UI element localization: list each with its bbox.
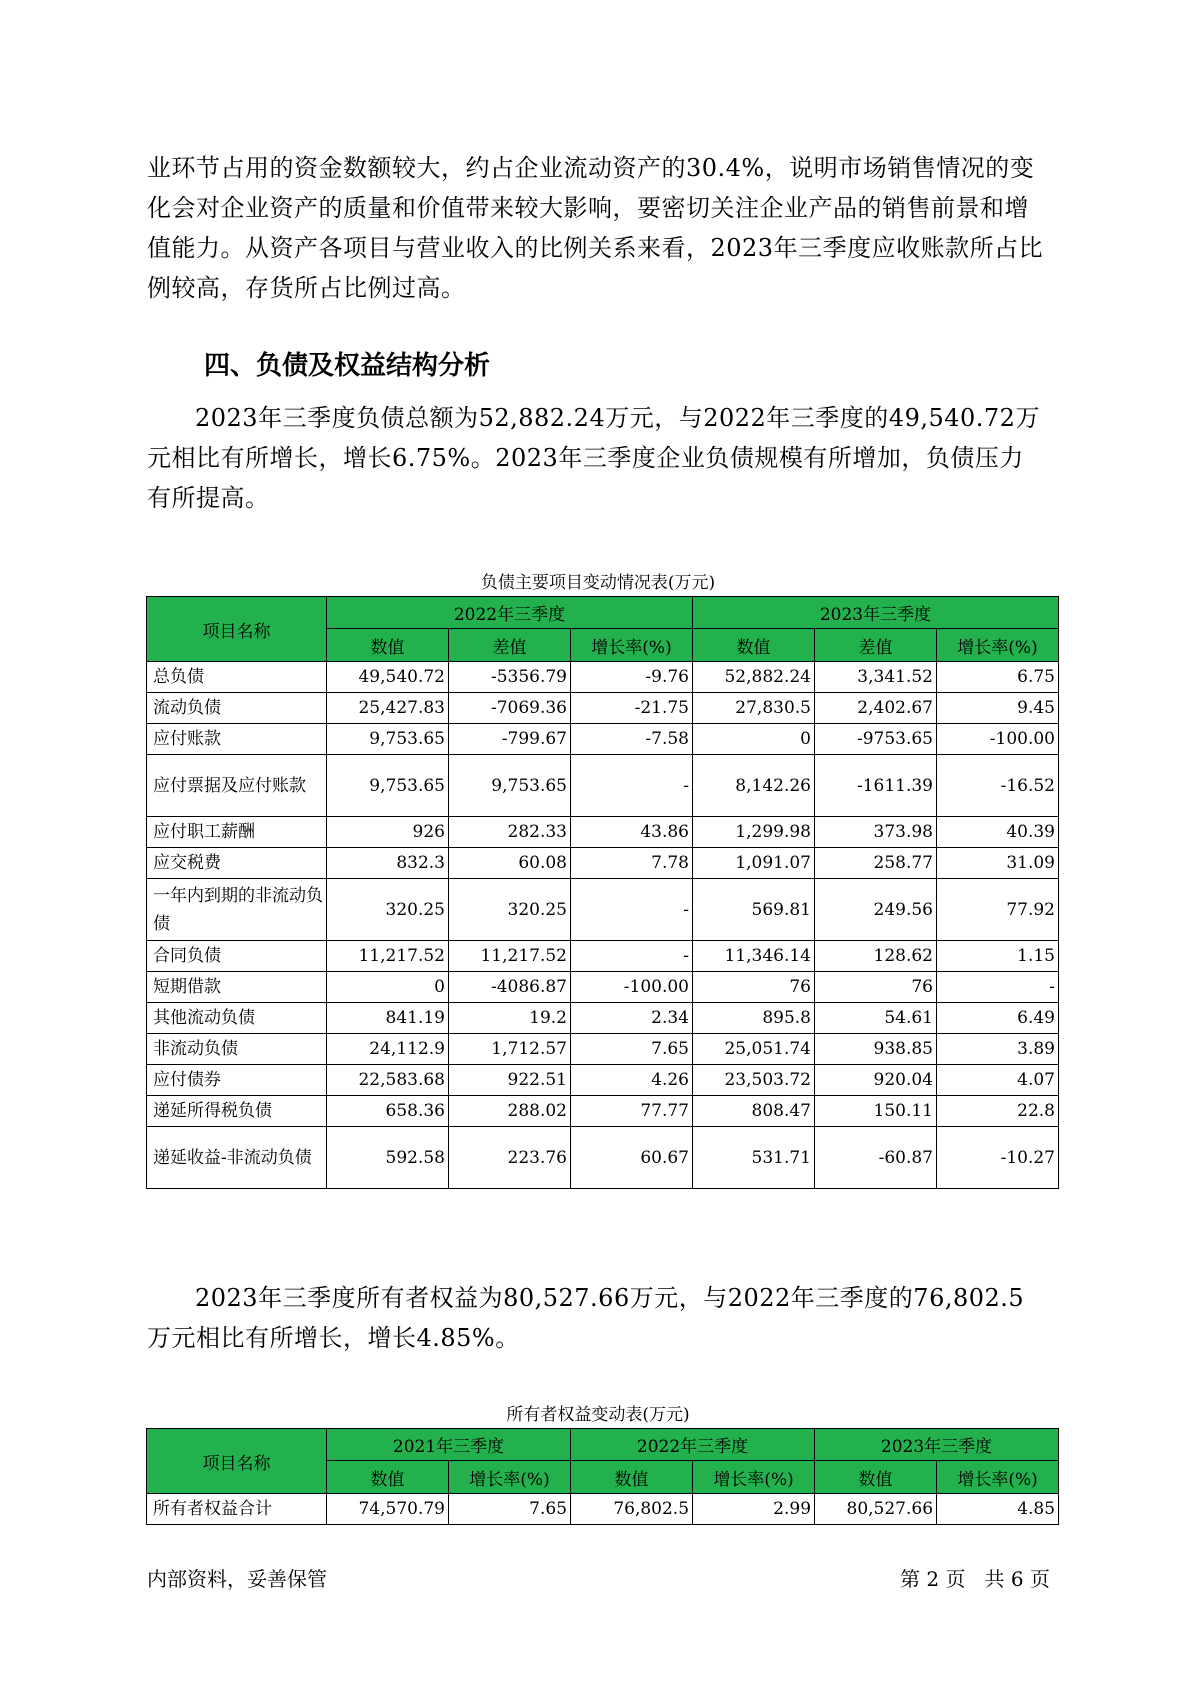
row-label: 应付票据及应付账款: [147, 755, 327, 817]
table-cell: 9,753.65: [327, 755, 449, 817]
equity-table-caption: 所有者权益变动表(万元): [506, 1405, 690, 1425]
table-cell: 11,217.52: [449, 941, 571, 972]
table-cell: -: [937, 972, 1059, 1003]
table-cell: 49,540.72: [327, 662, 449, 693]
table-row: [147, 755, 1059, 817]
table-cell: -7069.36: [449, 693, 571, 724]
subheader-value: 数值: [815, 1461, 937, 1494]
table-cell: 77.77: [571, 1096, 693, 1127]
row-label: 应付债券: [147, 1065, 327, 1096]
table-cell: -9.76: [571, 662, 693, 693]
table-cell: -: [571, 755, 693, 817]
liability-table-caption: 负债主要项目变动情况表(万元): [480, 573, 716, 593]
table-row: [147, 941, 1059, 972]
table-cell: 25,051.74: [693, 1034, 815, 1065]
header-period-2021: 2021年三季度: [327, 1429, 571, 1461]
table-cell: 658.36: [327, 1096, 449, 1127]
table-cell: -: [571, 879, 693, 941]
table-cell: 76: [693, 972, 815, 1003]
table-row: [147, 1003, 1059, 1034]
row-label: 流动负债: [147, 693, 327, 724]
row-label: 所有者权益合计: [147, 1494, 327, 1525]
table-cell: 52,882.24: [693, 662, 815, 693]
table-cell: 9,753.65: [327, 724, 449, 755]
table-cell: 60.67: [571, 1127, 693, 1189]
table-cell: 938.85: [815, 1034, 937, 1065]
table-cell: 22.8: [937, 1096, 1059, 1127]
table-row: [147, 724, 1059, 755]
table-cell: 80,527.66: [815, 1494, 937, 1525]
table-cell: 76: [815, 972, 937, 1003]
table-cell: 19.2: [449, 1003, 571, 1034]
paragraph-equity-summary: 2023年三季度所有者权益为80,527.66万元，与2022年三季度的76,802.5万元相比有所增长，增长4.85%。: [147, 1284, 1025, 1352]
table-cell: 922.51: [449, 1065, 571, 1096]
table-cell: 2.99: [693, 1494, 815, 1525]
table-cell: 9,753.65: [449, 755, 571, 817]
header-period-2023: 2023年三季度: [815, 1429, 1059, 1461]
table-cell: -7.58: [571, 724, 693, 755]
table-cell: 1,091.07: [693, 848, 815, 879]
table-cell: 841.19: [327, 1003, 449, 1034]
row-label: 应付职工薪酬: [147, 817, 327, 848]
table-cell: -100.00: [571, 972, 693, 1003]
table-cell: 258.77: [815, 848, 937, 879]
header-item-name: 项目名称: [147, 597, 327, 662]
table-cell: 150.11: [815, 1096, 937, 1127]
table-row: [147, 1065, 1059, 1096]
table-cell: 531.71: [693, 1127, 815, 1189]
subheader-growth: 增长率(%): [937, 1461, 1059, 1494]
table-row: [147, 817, 1059, 848]
subheader-value: 数值: [693, 629, 815, 662]
table-cell: -1611.39: [815, 755, 937, 817]
table-cell: -: [571, 941, 693, 972]
subheader-value: 数值: [327, 629, 449, 662]
table-cell: -799.67: [449, 724, 571, 755]
table-row: [147, 1034, 1059, 1065]
table-cell: 832.3: [327, 848, 449, 879]
table-cell: 43.86: [571, 817, 693, 848]
table-cell: 27,830.5: [693, 693, 815, 724]
header-period-2023: 2023年三季度: [693, 597, 1059, 629]
table-cell: -10.27: [937, 1127, 1059, 1189]
table-cell: 11,217.52: [327, 941, 449, 972]
row-label: 其他流动负债: [147, 1003, 327, 1034]
row-label: 合同负债: [147, 941, 327, 972]
row-label: 递延所得税负债: [147, 1096, 327, 1127]
table-cell: 3.89: [937, 1034, 1059, 1065]
header-period-2022: 2022年三季度: [571, 1429, 815, 1461]
table-cell: 22,583.68: [327, 1065, 449, 1096]
table-cell: 223.76: [449, 1127, 571, 1189]
row-label: 应交税费: [147, 848, 327, 879]
table-cell: 249.56: [815, 879, 937, 941]
table-row: [147, 662, 1059, 693]
table-cell: -100.00: [937, 724, 1059, 755]
row-label: 应付账款: [147, 724, 327, 755]
table-row: [147, 1494, 1059, 1525]
table-row: [147, 693, 1059, 724]
subheader-value: 数值: [571, 1461, 693, 1494]
table-cell: 23,503.72: [693, 1065, 815, 1096]
table-cell: 2,402.67: [815, 693, 937, 724]
table-cell: 7.65: [449, 1494, 571, 1525]
subheader-growth: 增长率(%): [571, 629, 693, 662]
table-cell: -16.52: [937, 755, 1059, 817]
table-cell: 4.26: [571, 1065, 693, 1096]
table-cell: 288.02: [449, 1096, 571, 1127]
header-item-name: 项目名称: [147, 1429, 327, 1494]
table-cell: 25,427.83: [327, 693, 449, 724]
table-cell: 569.81: [693, 879, 815, 941]
table-cell: 60.08: [449, 848, 571, 879]
equity-table: [146, 1428, 1059, 1525]
table-cell: 592.58: [327, 1127, 449, 1189]
row-label: 一年内到期的非流动负债: [147, 879, 327, 941]
table-cell: 1,299.98: [693, 817, 815, 848]
table-cell: 3,341.52: [815, 662, 937, 693]
table-cell: 920.04: [815, 1065, 937, 1096]
table-cell: 4.85: [937, 1494, 1059, 1525]
table-cell: 0: [693, 724, 815, 755]
table-cell: 24,112.9: [327, 1034, 449, 1065]
subheader-value: 数值: [327, 1461, 449, 1494]
table-cell: -21.75: [571, 693, 693, 724]
table-cell: 40.39: [937, 817, 1059, 848]
table-cell: -5356.79: [449, 662, 571, 693]
row-label: 非流动负债: [147, 1034, 327, 1065]
table-row: [147, 848, 1059, 879]
table-cell: 6.75: [937, 662, 1059, 693]
table-cell: 808.47: [693, 1096, 815, 1127]
table-cell: 77.92: [937, 879, 1059, 941]
footer-confidential-note: 内部资料，妥善保管: [147, 1567, 327, 1591]
table-cell: 926: [327, 817, 449, 848]
paragraph-asset-analysis: 业环节占用的资金数额较大，约占企业流动资产的30.4%，说明市场销售情况的变化会对企业资产的质量和价值带来较大影响，要密切关注企业产品的销售前景和增值能力。从资产各项目与营业收入的比例关系来看，2023年三季度应收账款所占比例较高，存货所占比例过高。: [147, 154, 1044, 302]
subheader-growth: 增长率(%): [449, 1461, 571, 1494]
table-cell: -60.87: [815, 1127, 937, 1189]
section-heading: 四、负债及权益结构分析: [204, 351, 491, 381]
table-cell: 128.62: [815, 941, 937, 972]
table-cell: 2.34: [571, 1003, 693, 1034]
table-row: [147, 1096, 1059, 1127]
row-label: 短期借款: [147, 972, 327, 1003]
table-row: [147, 972, 1059, 1003]
table-cell: 0: [327, 972, 449, 1003]
table-cell: 54.61: [815, 1003, 937, 1034]
table-cell: 6.49: [937, 1003, 1059, 1034]
subheader-growth: 增长率(%): [693, 1461, 815, 1494]
row-label: 递延收益-非流动负债: [147, 1127, 327, 1189]
liability-table: [146, 596, 1059, 1189]
header-period-2022: 2022年三季度: [327, 597, 693, 629]
table-cell: -9753.65: [815, 724, 937, 755]
table-row: [147, 879, 1059, 941]
table-cell: 8,142.26: [693, 755, 815, 817]
subheader-diff: 差值: [815, 629, 937, 662]
table-cell: 1.15: [937, 941, 1059, 972]
table-cell: 9.45: [937, 693, 1059, 724]
table-cell: 7.78: [571, 848, 693, 879]
paragraph-liability-summary: 2023年三季度负债总额为52,882.24万元，与2022年三季度的49,540.72万元相比有所增长，增长6.75%。2023年三季度企业负债规模有所增加，负债压力有所提高。: [147, 404, 1040, 512]
table-cell: 4.07: [937, 1065, 1059, 1096]
table-cell: 320.25: [449, 879, 571, 941]
table-cell: 320.25: [327, 879, 449, 941]
subheader-diff: 差值: [449, 629, 571, 662]
table-cell: 7.65: [571, 1034, 693, 1065]
table-row: [147, 1127, 1059, 1189]
subheader-growth: 增长率(%): [937, 629, 1059, 662]
table-cell: 282.33: [449, 817, 571, 848]
table-cell: 895.8: [693, 1003, 815, 1034]
row-label: 总负债: [147, 662, 327, 693]
table-cell: -4086.87: [449, 972, 571, 1003]
table-cell: 76,802.5: [571, 1494, 693, 1525]
footer-page-number: 第 2 页 共 6 页: [900, 1567, 1050, 1591]
table-cell: 11,346.14: [693, 941, 815, 972]
table-cell: 1,712.57: [449, 1034, 571, 1065]
table-cell: 373.98: [815, 817, 937, 848]
table-cell: 74,570.79: [327, 1494, 449, 1525]
table-cell: 31.09: [937, 848, 1059, 879]
